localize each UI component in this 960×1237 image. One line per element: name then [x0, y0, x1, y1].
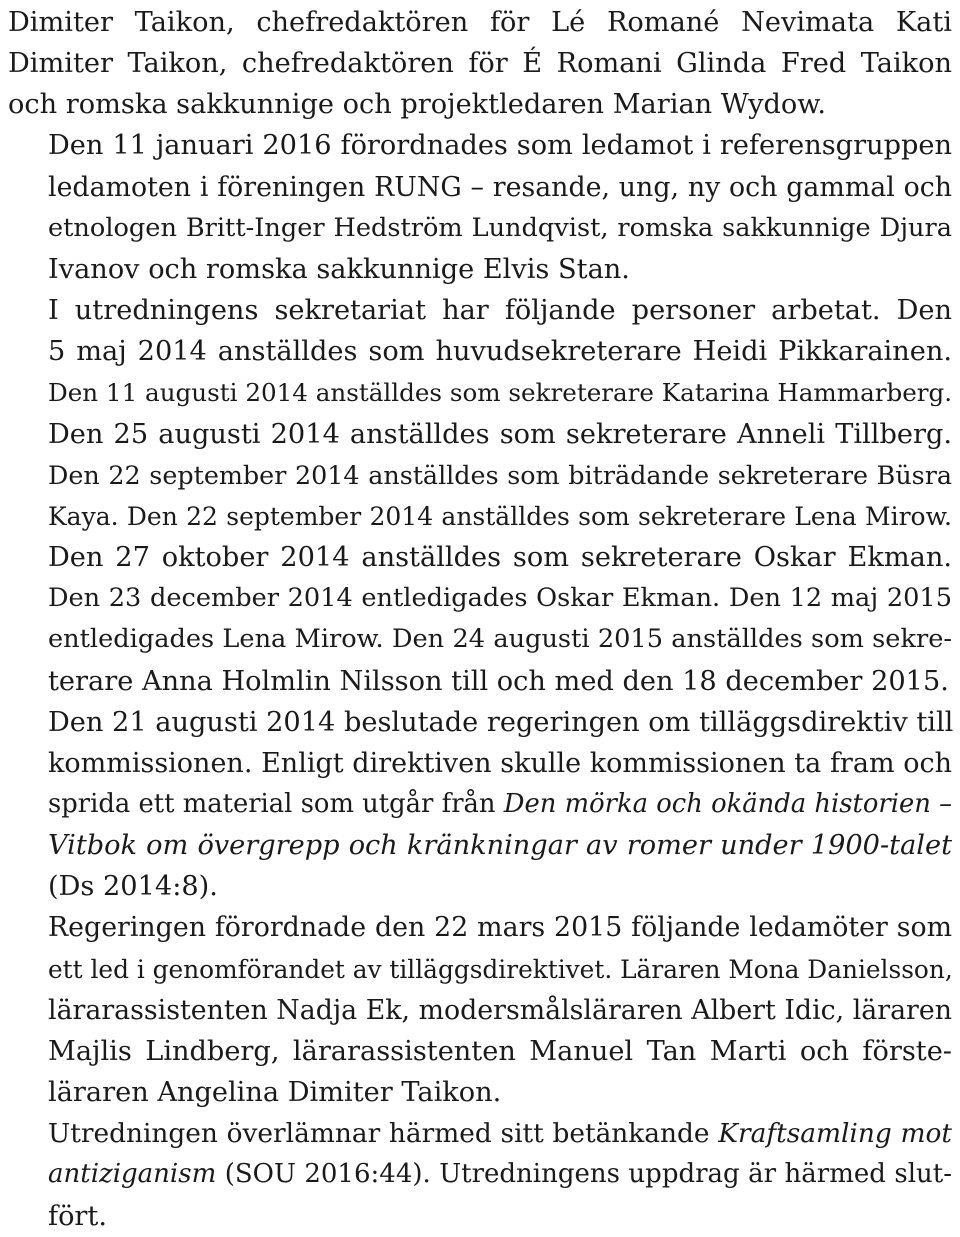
text-segment: Dimiter Taikon, chefredaktören för Lé Romané Nevimata Kati: [8, 7, 952, 38]
text-segment: Majlis Lindberg, lärarassistenten Manuel Tan Marti och förste-: [48, 1035, 952, 1067]
text-segment: sprida ett material som utgår från: [48, 788, 504, 819]
text-line: [8, 1031, 952, 1072]
text-line: [8, 825, 952, 866]
text-line: [8, 84, 952, 125]
text-line: [8, 414, 952, 455]
text-line: [8, 866, 952, 907]
paragraph-4: [8, 702, 952, 908]
text-line: [8, 1196, 952, 1237]
paragraph-3: [8, 290, 952, 702]
text-line: [8, 496, 952, 537]
text-line: [8, 619, 952, 660]
italic-text: Vitbok om övergrepp och kränkningar av romer under 1900-talet: [48, 830, 952, 862]
text-line: [8, 249, 952, 290]
text-line: [8, 43, 952, 84]
text-line: [8, 743, 952, 784]
text-line: [8, 167, 952, 208]
paragraph-1: [8, 2, 952, 125]
text-segment: Den 25 augusti 2014 anställdes som sekreterare Anneli Tillberg.: [48, 418, 952, 450]
text-segment: (Ds 2014:8).: [48, 871, 218, 903]
text-line: [8, 949, 952, 990]
text-segment: Den 23 december 2014 entledigades Oskar Ekman. Den 12 maj 2015: [48, 583, 952, 614]
text-segment: Den 11 augusti 2014 anställdes som sekreterare Katarina Hammarberg.: [48, 378, 953, 408]
text-line: [8, 1072, 952, 1113]
text-segment: lärarassistenten Nadja Ek, modersmålsläraren Albert Idic, läraren: [48, 994, 952, 1026]
text-segment: Utredningen överlämnar härmed sitt betänkande: [48, 1118, 719, 1150]
text-line: [8, 578, 952, 619]
text-segment: Den 22 september 2014 anställdes som biträdande sekreterare Büsra: [48, 459, 952, 490]
text-segment: terare Anna Holmlin Nilsson till och med den 18 december 2015.: [48, 665, 949, 697]
text-line: [8, 208, 952, 249]
text-segment: 5 maj 2014 anställdes som huvudsekreterare Heidi Pikkarainen.: [48, 336, 952, 368]
text-line: [8, 372, 952, 413]
text-line: [8, 1154, 952, 1195]
text-line: [8, 455, 952, 496]
text-segment: och romska sakkunnige och projektledaren Marian Wydow.: [8, 89, 826, 121]
text-line: [8, 290, 952, 331]
text-segment: etnologen Britt-Inger Hedström Lundqvist, romska sakkunnige Djura: [48, 212, 952, 243]
italic-text: Den mörka och okända historien –: [503, 788, 953, 819]
text-line: [8, 784, 952, 825]
text-segment: ledamoten i föreningen RUNG – resande, ung, ny och gammal och: [48, 171, 952, 203]
text-segment: Regeringen förordnade den 22 mars 2015 följande ledamöter som: [48, 912, 952, 944]
text-line: [8, 1113, 952, 1154]
text-segment: Dimiter Taikon, chefredaktören för É Romani Glinda Fred Taikon: [8, 48, 952, 80]
text-segment: läraren Angelina Dimiter Taikon.: [48, 1077, 502, 1109]
paragraph-2: [8, 125, 952, 290]
text-segment: kommissionen. Enligt direktiven skulle kommissionen ta fram och: [48, 747, 952, 779]
text-line: [8, 331, 952, 372]
text-segment: Den 11 januari 2016 förordnades som ledamot i referensgruppen: [48, 130, 952, 162]
text-line: [8, 2, 952, 43]
text-segment: entledigades Lena Mirow. Den 24 augusti 2015 anställdes som sekre-: [48, 624, 952, 655]
text-segment: Kaya. Den 22 september 2014 anställdes som sekreterare Lena Mirow.: [48, 501, 952, 531]
text-line: [8, 537, 952, 578]
paragraph-5: [8, 907, 952, 1113]
text-line: [8, 907, 952, 948]
text-segment: Den 21 augusti 2014 beslutade regeringen om tilläggsdirektiv till: [48, 706, 954, 738]
text-line: [8, 990, 952, 1031]
italic-text: antiziganism: [48, 1159, 217, 1190]
text-line: [8, 702, 952, 743]
italic-text: Kraftsamling mot: [718, 1118, 952, 1150]
text-line: [8, 661, 952, 702]
text-segment: ett led i genomförandet av tilläggsdirektivet. Läraren Mona Danielsson,: [48, 954, 953, 984]
text-segment: (SOU 2016:44). Utredningens uppdrag är härmed slut-: [216, 1159, 952, 1190]
text-segment: fört.: [48, 1200, 107, 1232]
text-segment: I utredningens sekretariat har följande personer arbetat. Den: [48, 295, 952, 327]
text-line: [8, 125, 952, 166]
text-segment: Ivanov och romska sakkunnige Elvis Stan.: [48, 253, 630, 285]
paragraph-6: [8, 1113, 952, 1236]
text-segment: Den 27 oktober 2014 anställdes som sekreterare Oskar Ekman.: [48, 542, 952, 574]
